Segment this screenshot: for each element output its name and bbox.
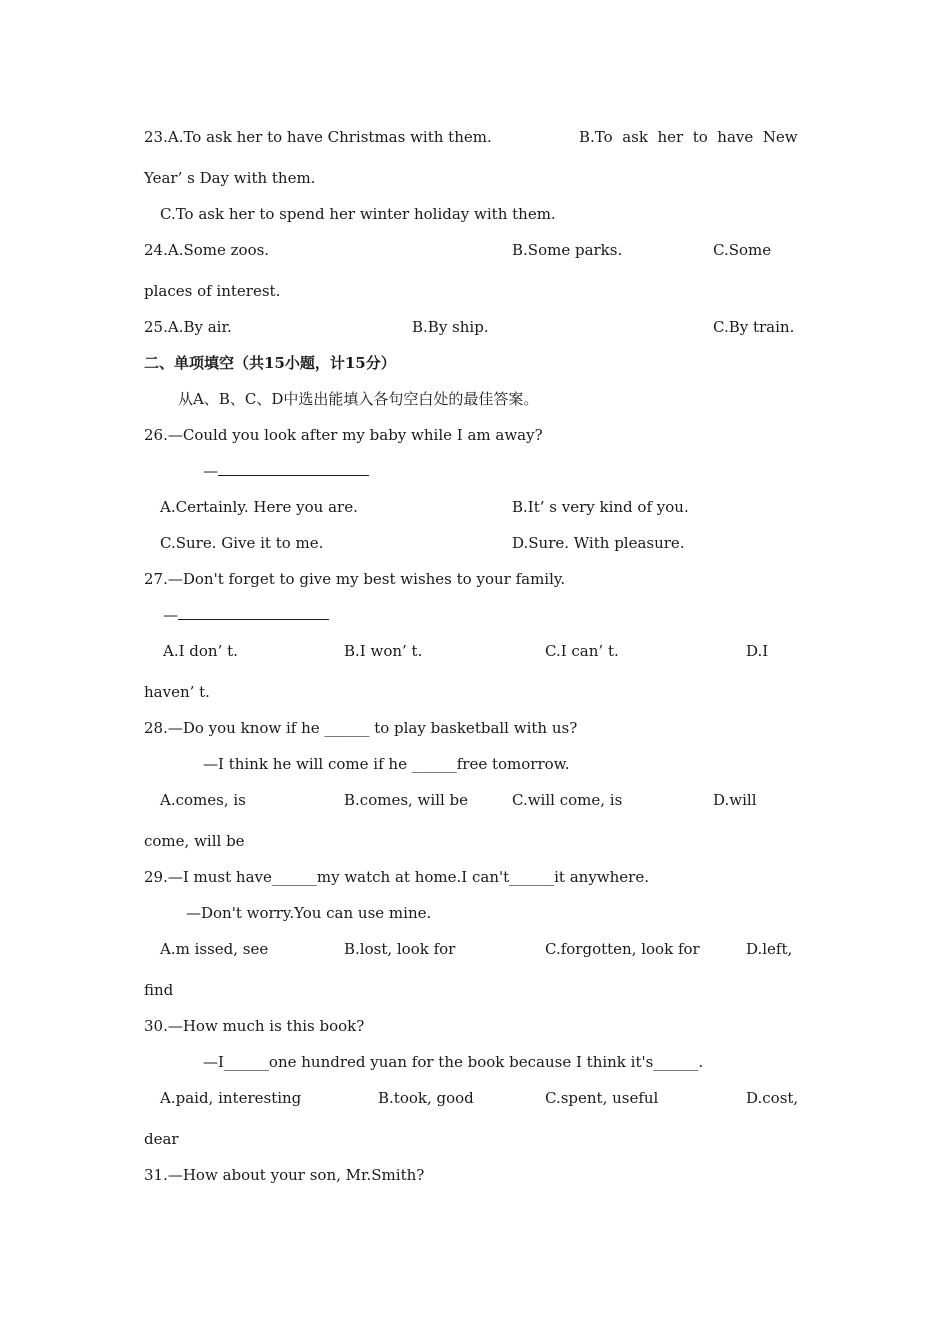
section-instruction: 从A、B、C、D中选出能填入各句空白处的最佳答案。 [178, 390, 539, 408]
q30-reply: —I______one hundred yuan for the book because I think it's______. [203, 1053, 704, 1071]
q27-option-a: A.I don’ t. [163, 642, 238, 660]
q29-option-b: B.lost, look for [344, 940, 456, 958]
q29-reply: —Don't worry.You can use mine. [186, 904, 432, 922]
q30-option-d: D.cost, [746, 1089, 799, 1107]
q27-reply [163, 605, 329, 625]
q28-option-d: D.will [713, 791, 757, 809]
q27-stem: 27.—Don't forget to give my best wishes to your family. [144, 570, 566, 588]
q29-option-a: A.m issed, see [160, 940, 269, 958]
q28-stem: 28.—Do you know if he ______ to play basketball with us? [144, 719, 578, 737]
q30-option-a: A.paid, interesting [160, 1089, 302, 1107]
q24-option-c: C.Some [713, 241, 772, 259]
q23-option-b-continued: Year’ s Day with them. [144, 169, 316, 187]
q30-option-b: B.took, good [378, 1089, 474, 1107]
q31-stem: 31.—How about your son, Mr.Smith? [144, 1166, 425, 1184]
q25-option-a: 25.A.By air. [144, 318, 232, 336]
q28-option-a: A.comes, is [160, 791, 246, 809]
q30-option-c: C.spent, useful [545, 1089, 659, 1107]
q29-stem: 29.—I must have______my watch at home.I can't______it anywhere. [144, 868, 649, 886]
q24-option-a: 24.A.Some zoos. [144, 241, 270, 259]
q26-option-c: C.Sure. Give it to me. [160, 534, 324, 552]
q24-option-b: B.Some parks. [512, 241, 623, 259]
q26-stem: 26.—Could you look after my baby while I am away? [144, 426, 543, 444]
q28-option-c: C.will come, is [512, 791, 623, 809]
q29-option-d-continued: find [144, 981, 174, 999]
q30-stem: 30.—How much is this book? [144, 1017, 365, 1035]
q28-option-d-continued: come, will be [144, 832, 245, 850]
q29-option-c: C.forgotten, look for [545, 940, 700, 958]
q27-option-d: D.I [746, 642, 769, 660]
q26-option-b: B.It’ s very kind of you. [512, 498, 689, 516]
q27-reply-dash: — [163, 606, 178, 624]
q25-option-b: B.By ship. [412, 318, 489, 336]
q30-option-d-continued: dear [144, 1130, 179, 1148]
q26-reply [203, 461, 369, 481]
q24-option-c-continued: places of interest. [144, 282, 281, 300]
q26-answer-blank [218, 463, 369, 476]
q25-option-c: C.By train. [713, 318, 795, 336]
section-heading: 二、单项填空（共15小题，计15分） [144, 354, 396, 372]
q27-answer-blank [178, 607, 329, 620]
q23-option-c: C.To ask her to spend her winter holiday with them. [160, 205, 556, 223]
q28-option-b: B.comes, will be [344, 791, 469, 809]
q27-option-c: C.I can’ t. [545, 642, 619, 660]
q26-option-a: A.Certainly. Here you are. [160, 498, 358, 516]
q23-option-b: B.To ask her to have New [579, 128, 798, 146]
q26-option-d: D.Sure. With pleasure. [512, 534, 685, 552]
q23-option-a: 23.A.To ask her to have Christmas with them. [144, 128, 492, 146]
q29-option-d: D.left, [746, 940, 793, 958]
q26-reply-dash: — [203, 462, 218, 480]
q28-reply: —I think he will come if he ______free tomorrow. [203, 755, 570, 773]
q27-option-d-continued: haven’ t. [144, 683, 210, 701]
q27-option-b: B.I won’ t. [344, 642, 423, 660]
